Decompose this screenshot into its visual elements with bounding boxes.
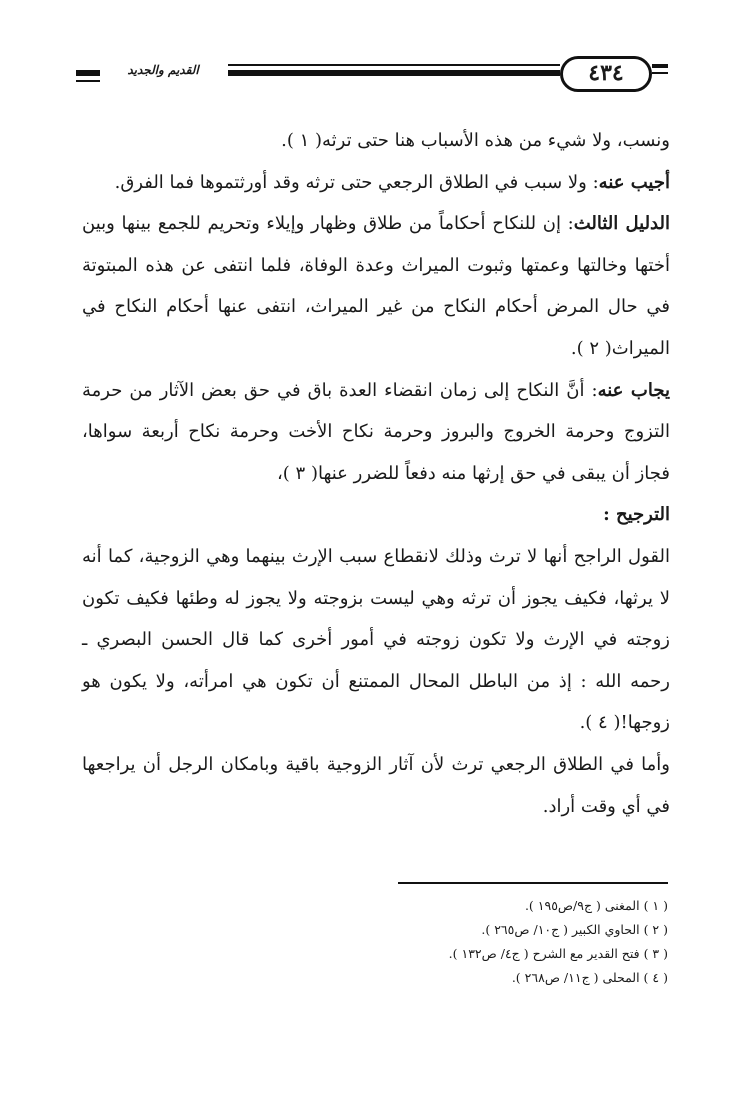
header-rule-left-thin <box>76 80 100 82</box>
page-header <box>0 0 755 110</box>
header-rule-right-lower <box>652 72 668 74</box>
section-title: الترجيح : <box>603 504 670 526</box>
header-rule-middle-thick <box>228 70 560 76</box>
running-title: القديم والجديد <box>127 63 199 77</box>
footnote: ( ٢ ) الحاوي الكبير ( ج١٠/ ص٢٦٥ ). <box>481 922 668 937</box>
page-number: ٤٣٤ <box>560 56 652 92</box>
paragraph-text: : ولا سبب في الطلاق الرجعي حتى ترثه وقد أورثتموها فما الفرق. <box>114 171 599 193</box>
footnote: ( ٤ ) المحلى ( ج١١/ ص٢٦٨ ). <box>511 970 668 985</box>
paragraph <box>82 162 670 204</box>
main-text <box>82 120 670 827</box>
paragraph: القول الراجح أنها لا ترث وذلك لانقطاع سبب الإرث بينهما وهي الزوجية، كما أنه لا يرثها، فكيف يجوز أن ترثه وهي ليست بزوجته ولا يجوز له وطئها فكيف تكون زوجته في الإرث ولا تكون زوجته في أمور أخرى كما قال الحسن البصري ـ رحمه الله : إذ من الباطل المحال الممتنع أن تكون هي امرأته، ولا يكون هو زوجها!( ٤ ). <box>82 545 671 734</box>
reply-heading: يجاب عنه <box>597 379 670 401</box>
header-rule-left-thick <box>76 70 100 76</box>
evidence-heading: الدليل الثالث <box>573 213 670 235</box>
header-rule-middle-thin <box>228 64 560 66</box>
footnote: ( ١ ) المغنى ( ج٩/ص١٩٥ ). <box>524 898 668 913</box>
paragraph <box>82 203 670 369</box>
paragraph-text: : إن للنكاح أحكاماً من طلاق وظهار وإيلاء وتحريم للجمع بينها وبين أختها وخالتها وعمتها وثبوت الميراث وعدة الوفاة، فلما انتفى عن هذه المبتوتة في حال المرض أحكام النكاح من غير الميراث، انتفى عنها أحكام النكاح في الميراث( ٢ ). <box>82 213 670 359</box>
paragraph <box>82 370 670 495</box>
footnote: ( ٣ ) فتح القدير مع الشرح ( ج٤/ ص١٣٢ ). <box>448 946 668 961</box>
footnote-separator <box>398 882 668 884</box>
paragraph-text: : أنَّ النكاح إلى زمان انقضاء العدة باق في حق بعض الآثار من حرمة التزوج وحرمة الخروج والبروز وحرمة نكاح الأخت وحرمة نكاح أربعة سواها، فجاز أن يبقى في حق إرثها منه دفعاً للضرر عنها( ٣ )، <box>82 379 670 484</box>
paragraph: وأما في الطلاق الرجعي ترث لأن آثار الزوجية باقية وبامكان الرجل أن يراجعها في أي وقت أراد. <box>82 753 670 817</box>
footnotes <box>330 894 668 990</box>
answer-heading: أجيب عنه <box>598 171 670 193</box>
header-rule-right-upper <box>652 64 668 68</box>
paragraph: ونسب، ولا شيء من هذه الأسباب هنا حتى ترثه( ١ ). <box>281 130 670 151</box>
